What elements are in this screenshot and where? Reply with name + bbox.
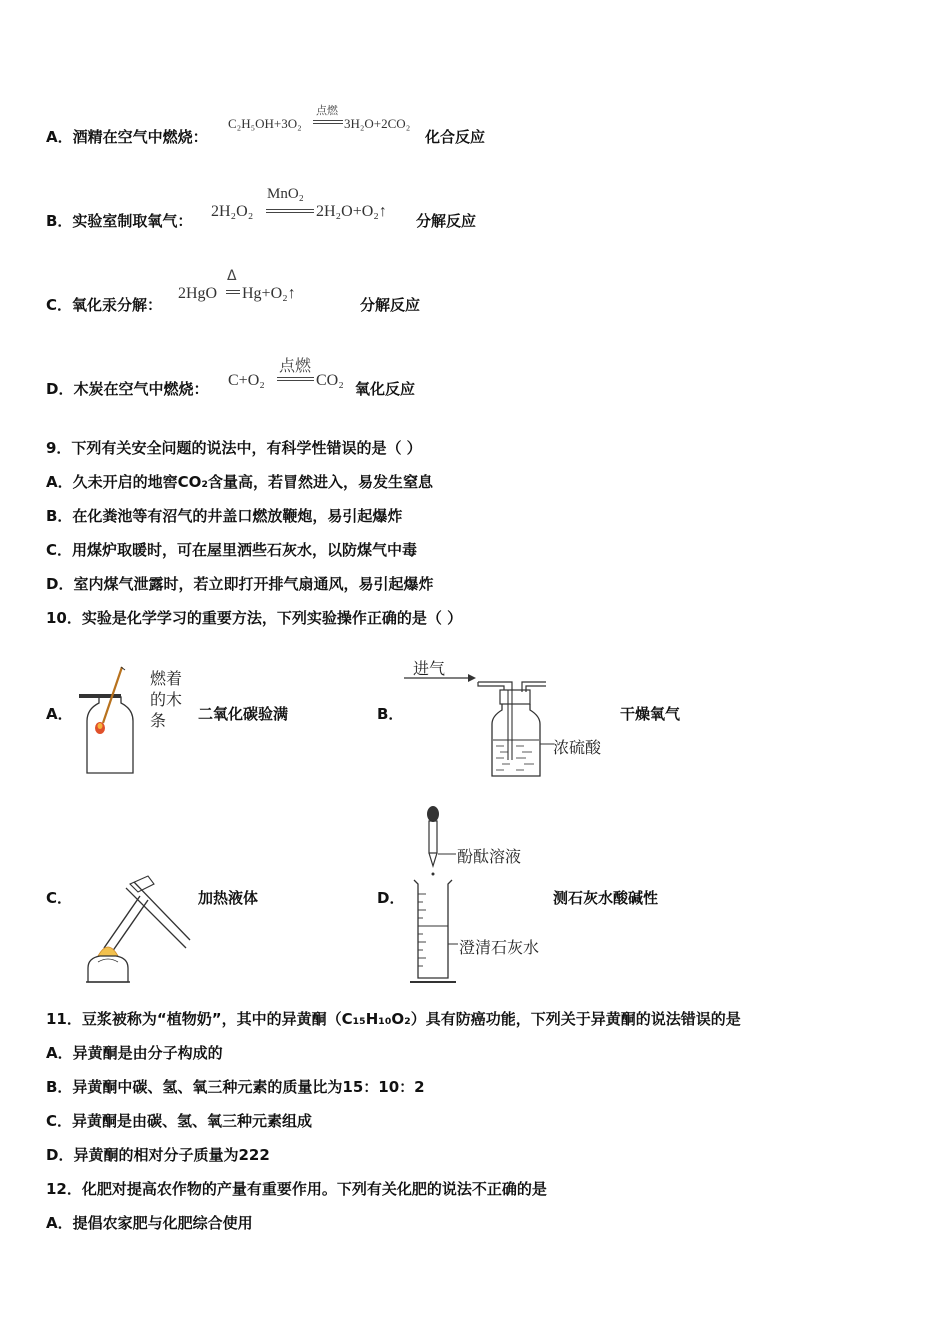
q9-option-d: D．室内煤气泄露时，若立即打开排气扇通风，易引起爆炸 [46,575,434,593]
dropper-cylinder-figure [404,806,474,986]
q9-stem: 9．下列有关安全问题的说法中，有科学性错误的是（ ） [46,439,422,457]
q10-stem: 10．实验是化学学习的重要方法，下列实验操作正确的是（ ） [46,609,463,627]
q8-a-condition: 点燃 [316,104,338,117]
q8-b-label: B．实验室制取氧气： [46,212,193,230]
q8-d-condition: 点燃 [279,356,312,375]
q11-option-d: D．异黄酮的相对分子质量为222 [46,1146,270,1164]
q8-c-eq-left: 2HgO [178,285,218,302]
q11-option-a: A．异黄酮是由分子构成的 [46,1044,223,1062]
gas-washing-bottle-figure [404,672,564,782]
q8-a-type: 化合反应 [425,128,486,146]
burning-stick-label: 燃着 的木 条 [150,669,183,730]
q10-a-letter: A． [46,705,73,723]
q8-d-label: D．木炭在空气中燃烧： [46,380,209,398]
q9-option-c: C．用煤炉取暖时，可在屋里洒些石灰水，以防煤气中毒 [46,541,418,559]
q8-d-eq-right: CO₂ [316,372,344,389]
q8-a-label: A．酒精在空气中燃烧： [46,128,208,146]
q8-b-condition: MnO₂ [267,186,304,202]
q8-a-equals-bar [313,120,343,124]
gas-inlet-label: 进气 [413,659,446,678]
q8-a-eq-left: C₂H₅OH+3O₂ [228,116,302,131]
q8-c-type: 分解反应 [360,296,421,314]
q8-c-condition: Δ [227,268,237,284]
q10-d-letter: D． [377,889,405,907]
q11-option-c: C．异黄酮是由碳、氢、氧三种元素组成 [46,1112,313,1130]
test-tube-heating-figure [78,878,196,990]
q8-b-eq-right: 2H₂O+O₂↑ [316,203,387,220]
q8-d-type: 氧化反应 [355,380,416,398]
q9-option-a: A．久未开启的地窖CO₂含量高，若冒然进入，易发生窒息 [46,473,433,491]
q12-stem: 12．化肥对提高农作物的产量有重要作用。下列有关化肥的说法不正确的是 [46,1180,547,1198]
q10-d-caption: 测石灰水酸碱性 [553,889,659,907]
q10-b-letter: B． [377,705,404,723]
q8-a-eq-right: 3H₂O+2CO₂ [344,116,411,131]
gas-bottle-figure [75,665,155,780]
q9-option-b: B．在化粪池等有沼气的井盖口燃放鞭炮，易引起爆炸 [46,507,403,525]
q12-option-a: A．提倡农家肥与化肥综合使用 [46,1214,253,1232]
sulfuric-acid-label: 浓硫酸 [553,738,602,757]
q8-c-eq-right: Hg+O₂↑ [242,285,296,302]
q10-b-caption: 干燥氧气 [620,705,681,723]
q8-b-equals-bar [266,209,314,213]
q8-c-label: C．氧化汞分解： [46,296,163,314]
q11-option-b: B．异黄酮中碳、氢、氧三种元素的质量比为15：10：2 [46,1078,425,1096]
q10-a-caption: 二氧化碳验满 [198,705,289,723]
q10-c-caption: 加热液体 [198,889,259,907]
q8-d-eq-left: C+O₂ [228,372,265,389]
q8-d-equals-bar [277,377,314,381]
q8-c-equals-bar [226,290,240,294]
q10-c-letter: C． [46,889,73,907]
q11-stem: 11．豆浆被称为“植物奶”，其中的异黄酮（C₁₅H₁₀O₂）具有防癌功能，下列关于异黄酮的说法错误的是 [46,1010,741,1028]
q8-b-eq-left: 2H₂O₂ [211,203,254,220]
limewater-label: 澄清石灰水 [459,938,540,957]
q8-b-type: 分解反应 [416,212,477,230]
phenolphthalein-label: 酚酞溶液 [457,847,522,866]
